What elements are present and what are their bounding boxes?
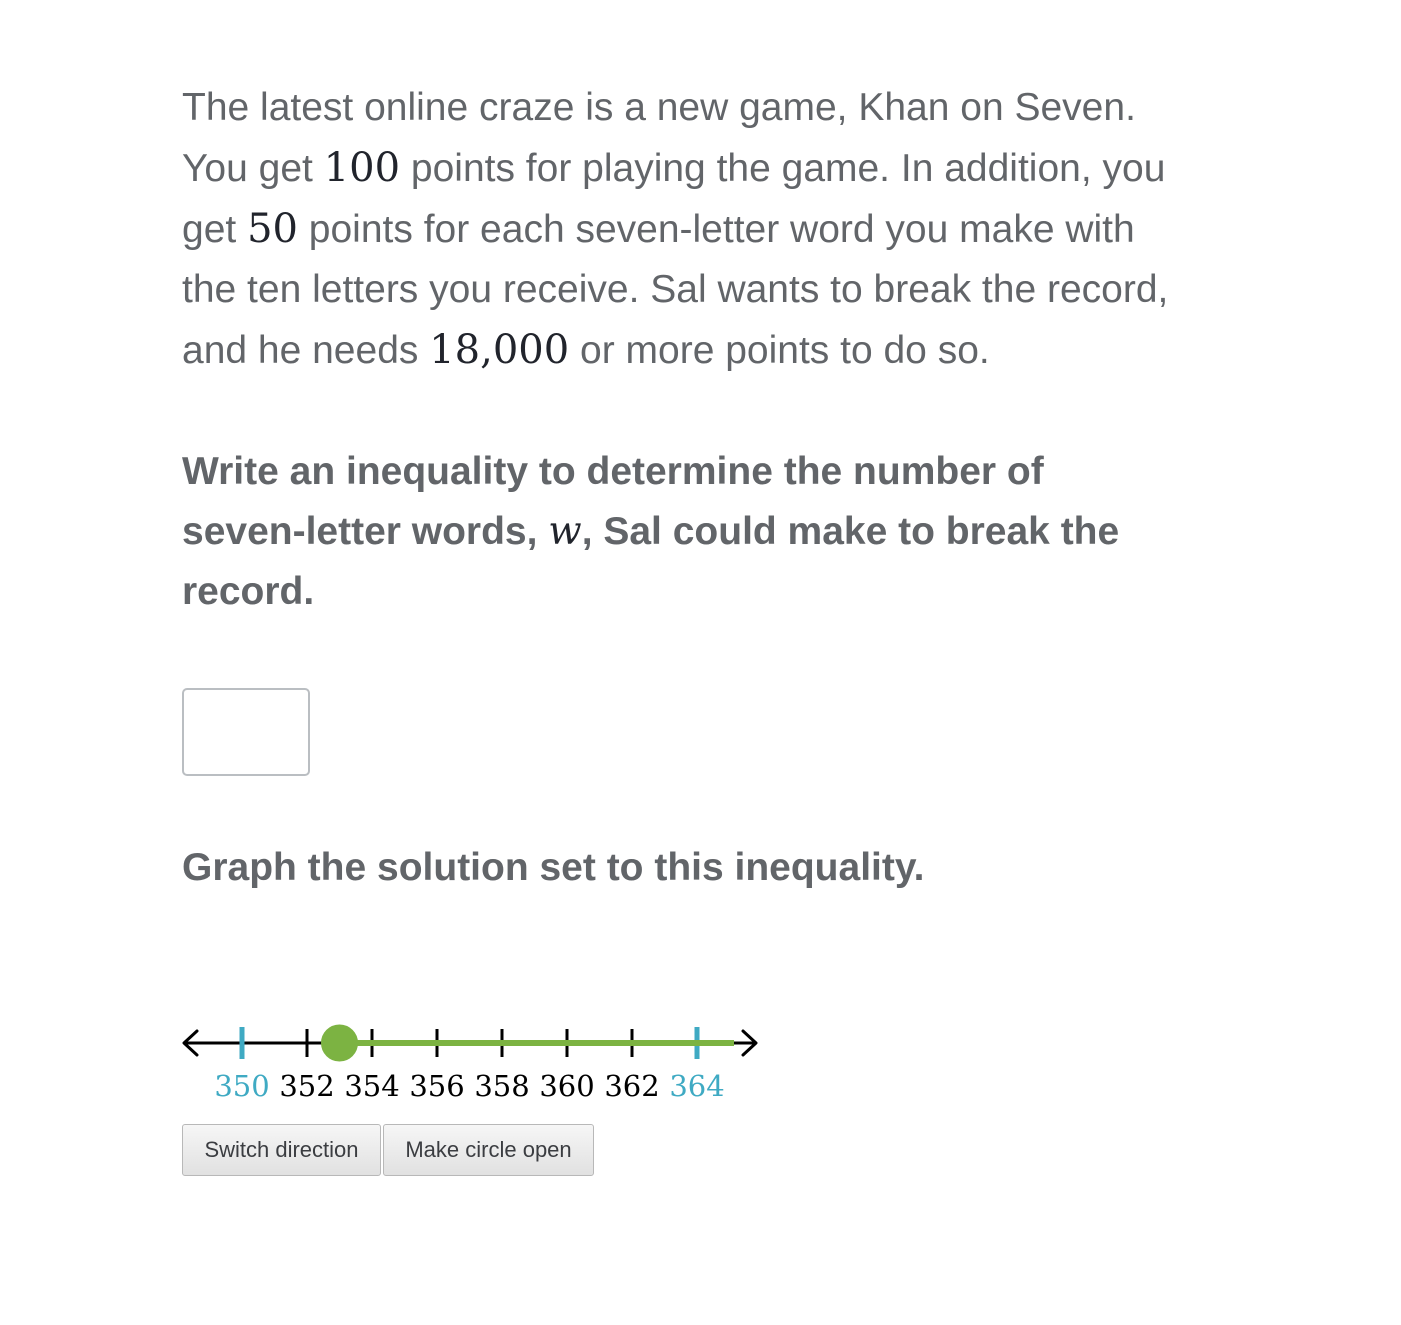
problem-line-2-pre: You get — [182, 147, 324, 190]
switch-direction-button[interactable]: Switch direction — [182, 1124, 381, 1176]
problem-line-2-post: points for playing the game. In addition, you — [400, 147, 1166, 190]
points-per-game: 100 — [323, 145, 401, 191]
inequality-prompt — [182, 442, 1222, 622]
tick-label-356: 356 — [409, 1069, 465, 1103]
number-line[interactable] — [170, 1000, 790, 1110]
number-line-solution — [323, 1026, 735, 1060]
inequality-answer-input[interactable] — [182, 688, 310, 776]
tick-label-352: 352 — [279, 1069, 335, 1103]
problem-statement — [182, 78, 1222, 381]
tick-label-358: 358 — [474, 1069, 530, 1103]
tick-label-360: 360 — [539, 1069, 595, 1103]
number-line-labels — [214, 1069, 724, 1103]
problem-line-5-post: or more points to do so. — [569, 329, 990, 372]
inequality-prompt-line-2-pre: seven-letter words, — [182, 510, 549, 553]
inequality-prompt-line-1: Write an inequality to determine the number of — [182, 450, 1044, 493]
tick-label-362: 362 — [604, 1069, 660, 1103]
points-per-word: 50 — [247, 206, 298, 252]
problem-line-1: The latest online craze is a new game, Khan on Seven. — [182, 86, 1136, 129]
problem-line-5-pre: and he needs — [182, 329, 430, 372]
inequality-prompt-line-2-post: , Sal could make to break the — [581, 510, 1120, 553]
variable-w: w — [548, 509, 582, 554]
problem-line-4: the ten letters you receive. Sal wants to break the record, — [182, 268, 1169, 311]
solution-endpoint — [323, 1026, 357, 1060]
tick-label-364: 364 — [669, 1069, 725, 1103]
graph-prompt: Graph the solution set to this inequality. — [182, 846, 925, 889]
record-points: 18,000 — [429, 327, 570, 373]
tick-label-354: 354 — [344, 1069, 400, 1103]
tick-label-350: 350 — [214, 1069, 270, 1103]
problem-line-3-post: points for each seven-letter word you make with — [297, 208, 1135, 251]
graph-controls — [182, 1124, 594, 1176]
inequality-prompt-line-3: record. — [182, 570, 315, 613]
problem-line-3-pre: get — [182, 208, 248, 251]
make-circle-open-button[interactable]: Make circle open — [383, 1124, 594, 1176]
